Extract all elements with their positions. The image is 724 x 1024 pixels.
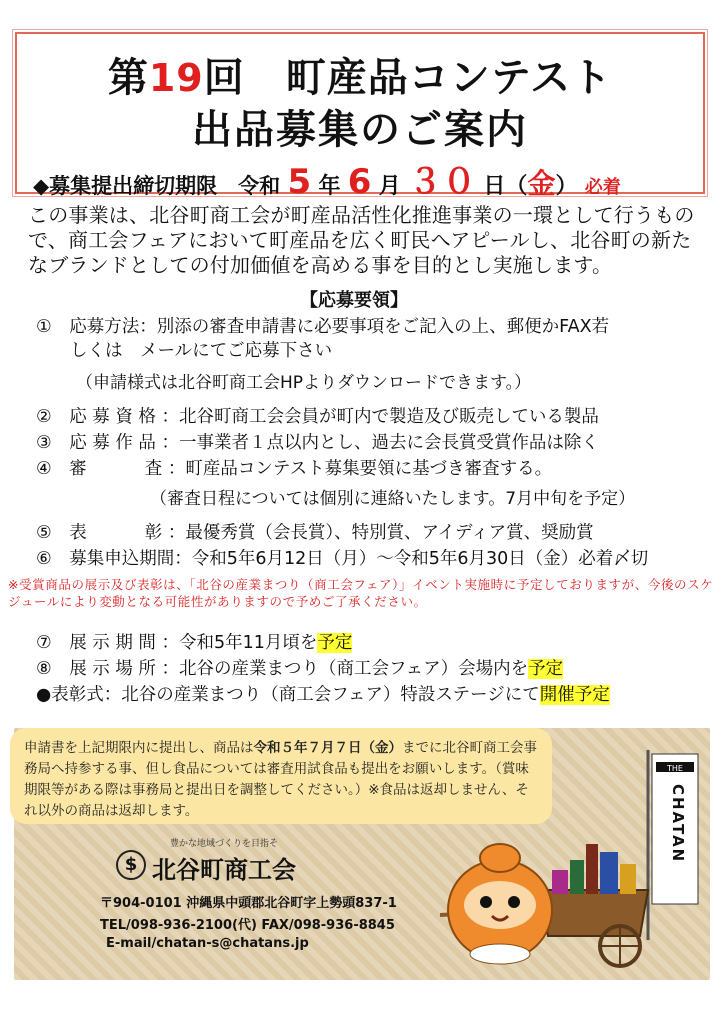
deadline <box>33 154 621 203</box>
org-name: 北谷町商工会 <box>152 856 296 884</box>
deadline-month: 6 <box>347 162 372 202</box>
item-application-method: ① 応募方法：別添の審査申請書に必要事項をご記入の上、郵便かFAX若 <box>36 317 610 337</box>
deadline-day: ３０ <box>408 162 477 202</box>
mascot-belly <box>470 944 530 964</box>
flag-text: CHATAN <box>669 784 687 864</box>
ceremony-highlight: 開催予定 <box>539 685 610 705</box>
section-heading: 【応募要領】 <box>300 290 408 311</box>
deadline-label: ◆募集提出締切期限 令和 <box>33 174 281 198</box>
exhibit-place-highlight: 予定 <box>528 659 564 679</box>
header-box <box>15 32 705 202</box>
ceremony-text: ●表彰式：北谷の産業まつり（商工会フェア）特設ステージにて <box>36 685 540 705</box>
deadline-year-unit: 年 <box>318 174 341 199</box>
deadline-arrival: 必着 <box>584 177 621 198</box>
caution-note: ※受賞商品の展示及び表彰は、「北谷の産業まつり（商工会フェア）」イベント実施時に予定しておりますが、今後のスケジュールにより変動となる可能性がありますので予めご了承ください。 <box>8 577 714 609</box>
product-box <box>552 870 568 894</box>
org-tagline: 豊かな地域づくりを目指そ <box>170 839 279 849</box>
org-address: 〒904-0101 沖縄県中頭郡北谷町字上勢頭837-1 <box>100 896 397 911</box>
title-prefix: 第 <box>107 55 149 101</box>
item-entries: ③ 応 募 作 品 ：一事業者１点以内とし、過去に会長賞受賞作品は除く <box>36 433 599 453</box>
deadline-month-unit: 月 <box>378 174 401 199</box>
notice-date: 令和５年７月７日（金） <box>253 740 402 756</box>
product-box <box>620 864 636 894</box>
mascot-cart-illustration <box>420 740 720 985</box>
item-exhibit-place <box>36 658 563 680</box>
item-review-note: （審査日程については個別に連絡いたします。7月中旬を予定） <box>150 489 636 509</box>
mascot-eye <box>480 896 492 908</box>
title-number: 19 <box>148 56 204 100</box>
page-title <box>17 46 703 103</box>
mascot-top <box>480 844 520 872</box>
org-tel-fax: TEL/098-936-2100(代) FAX/098-936-8845 <box>100 918 395 933</box>
item-application-period: ⑥ 募集申込期間：令和5年6月12日（月）～令和5年6月30日（金）必着〆切 <box>36 549 649 569</box>
exhibit-period-highlight: 予定 <box>317 633 353 653</box>
deadline-weekday: 金 <box>527 167 556 200</box>
notice-text-1: 申請書を上記期限内に提出し、商品は <box>24 740 254 756</box>
weekday-open: （ <box>505 174 528 199</box>
deadline-year: 5 <box>287 162 312 202</box>
org-logo-icon: $ <box>116 850 146 880</box>
exhibit-place-text: ⑧ 展 示 場 所 ：北谷の産業まつり（商工会フェア）会場内を <box>36 659 529 679</box>
item-awards: ⑤ 表 彰 ：最優秀賞（会長賞）、特別賞、アイディア賞、奨励賞 <box>36 523 594 543</box>
product-box <box>600 852 618 894</box>
item-application-method-cont: しくは メールにてご応募下さい <box>70 341 333 361</box>
deadline-day-unit: 日 <box>483 174 506 199</box>
item-review: ④ 審 査 ：町産品コンテスト募集要領に基づき審査する。 <box>36 459 553 479</box>
org-email: E-mail/chatan-s@chatans.jp <box>106 936 309 951</box>
intro-paragraph: この事業は、北谷町商工会が町産品活性化推進事業の一環として行うもので、商工会フェアにおいて町産品を広く町民へアピールし、北谷町の新たなブランドとしての付加価値を高める事を目的とし実施します。 <box>28 203 695 277</box>
mascot-face <box>464 881 536 929</box>
title-suffix: 回 町産品コンテスト <box>203 55 613 101</box>
mascot-eye <box>508 896 520 908</box>
notice-text-2: までに北谷町商工会事務局へ持参する事、但し食品については審査用試食品も提出をお願いします。（賞味期限等がある際は事務局と提出日を調整してください。）※食品は返却しません、それ以外の商品は返却します。 <box>24 740 537 819</box>
flag-top-text: THE <box>667 764 683 773</box>
item-exhibit-period <box>36 632 352 654</box>
item-eligibility: ② 応 募 資 格 ：北谷町商工会会員が町内で製造及び販売している製品 <box>36 407 599 427</box>
product-bottle <box>570 860 584 894</box>
page-subtitle: 出品募集のご案内 <box>192 107 528 153</box>
item-application-note: （申請様式は北谷町商工会HPよりダウンロードできます。） <box>76 373 532 393</box>
exhibit-period-text: ⑦ 展 示 期 間 ：令和5年11月頃を <box>36 633 318 653</box>
item-ceremony <box>36 684 610 706</box>
product-bottle <box>586 844 598 894</box>
weekday-close: ） <box>555 174 578 199</box>
